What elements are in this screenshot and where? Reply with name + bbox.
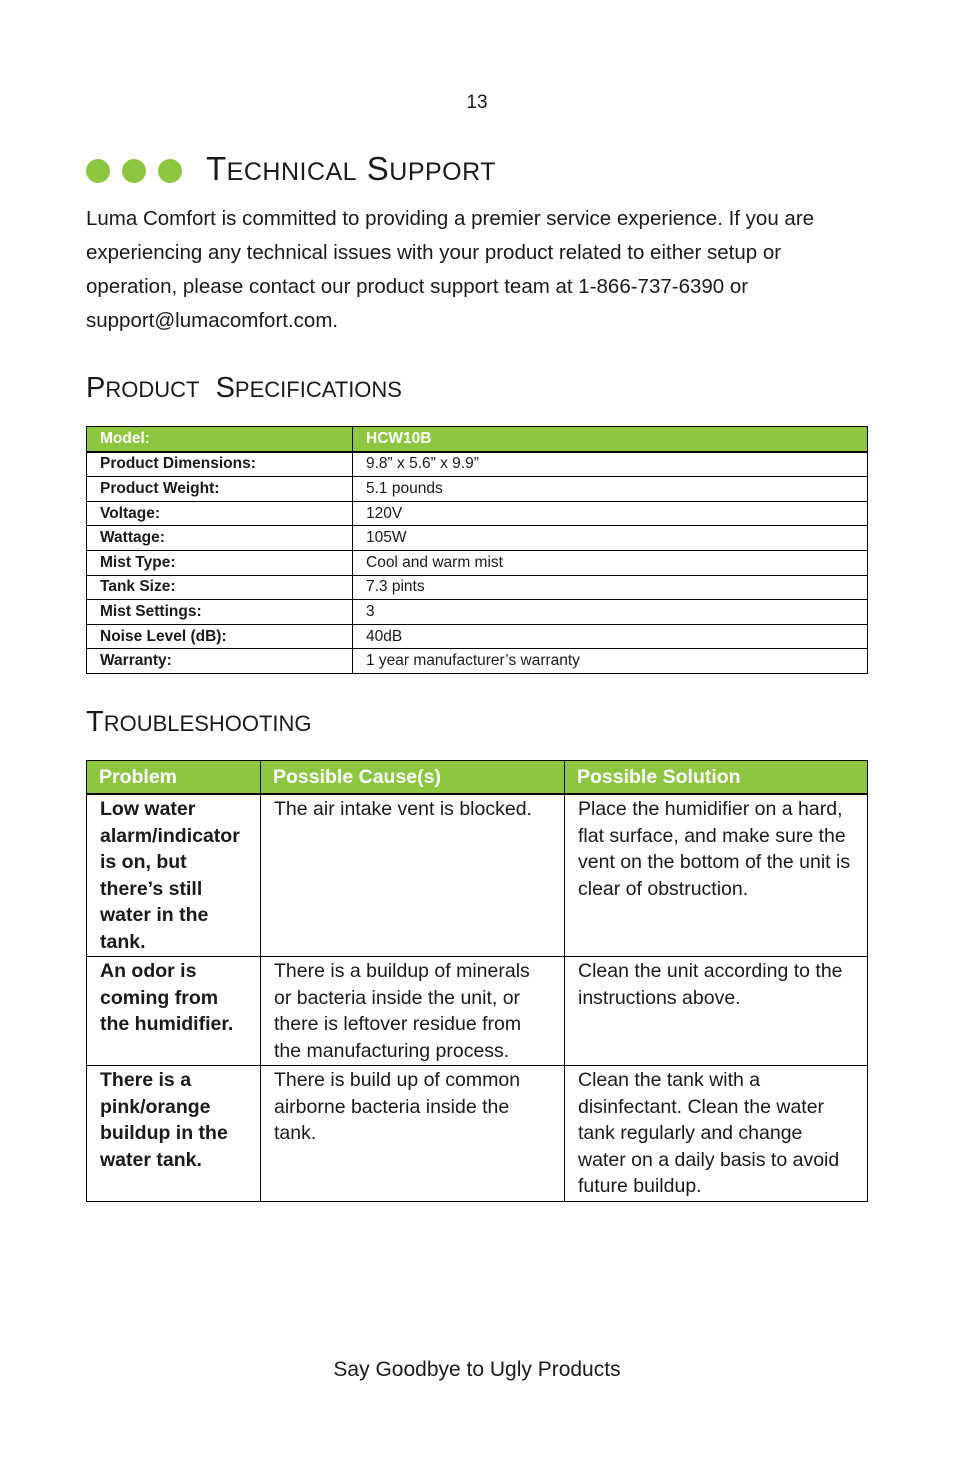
column-header-cause: Possible Cause(s) [261, 761, 565, 795]
solution-cell: Clean the unit according to the instructions above. [565, 957, 868, 1066]
spec-label: Wattage: [87, 526, 353, 551]
spec-label: Noise Level (dB): [87, 624, 353, 649]
table-row [87, 477, 868, 502]
solution-cell: Place the humidifier on a hard, flat surface, and make sure the vent on the bottom of the unit is clear of obstruction. [565, 794, 868, 957]
troubleshooting-heading: TROUBLESHOOTING [86, 706, 312, 738]
cause-cell: The air intake vent is blocked. [261, 794, 565, 957]
spec-label: Mist Type: [87, 550, 353, 575]
table-row [87, 452, 868, 477]
table-row [87, 501, 868, 526]
support-paragraph: Luma Comfort is committed to providing a premier service experience. If you are experiencing any technical issues with your product related to either setup or operation, please contact our product support team at 1-866-737-6390 or support@lumacomfort.com. [86, 207, 815, 332]
technical-support-title [86, 150, 496, 188]
table-row [87, 649, 868, 674]
cause-cell: There is build up of common airborne bacteria inside the tank. [261, 1066, 565, 1202]
footer-tagline: Say Goodbye to Ugly Products [333, 1358, 621, 1381]
table-row [87, 794, 868, 957]
green-dot-icon [86, 159, 110, 183]
spec-value: 105W [353, 526, 868, 551]
table-row [87, 957, 868, 1066]
specifications-table [86, 426, 868, 674]
column-header-problem: Problem [87, 761, 261, 795]
troubleshooting-table [86, 760, 868, 1202]
table-row [87, 550, 868, 575]
problem-cell: Low water alarm/indicator is on, but there’s still water in the tank. [87, 794, 261, 957]
spec-label: Product Dimensions: [87, 452, 353, 477]
table-row [87, 526, 868, 551]
column-header-solution: Possible Solution [565, 761, 868, 795]
page-title: TECHNICAL SUPPORT [206, 150, 497, 187]
spec-label: Tank Size: [87, 575, 353, 600]
table-row [87, 575, 868, 600]
table-row [87, 624, 868, 649]
spec-value: 7.3 pints [353, 575, 868, 600]
problem-cell: There is a pink/orange buildup in the water tank. [87, 1066, 261, 1202]
spec-value: 3 [353, 600, 868, 625]
solution-cell: Clean the tank with a disinfectant. Clean the water tank regularly and change water on a daily basis to avoid future buildup. [565, 1066, 868, 1202]
page-number: 13 [466, 92, 488, 113]
spec-value: 120V [353, 501, 868, 526]
spec-value: Cool and warm mist [353, 550, 868, 575]
spec-label: Product Weight: [87, 477, 353, 502]
troubleshooting-header-row [87, 761, 868, 795]
spec-label: Model: [87, 427, 353, 452]
spec-label: Voltage: [87, 501, 353, 526]
product-specifications-heading: PRODUCT SPECIFICATIONS [86, 372, 402, 404]
spec-value: HCW10B [353, 427, 868, 452]
cause-cell: There is a buildup of minerals or bacteria inside the unit, or there is leftover residue from the manufacturing process. [261, 957, 565, 1066]
spec-label: Mist Settings: [87, 600, 353, 625]
green-dot-icon [122, 159, 146, 183]
spec-value: 5.1 pounds [353, 477, 868, 502]
spec-value: 1 year manufacturer’s warranty [353, 649, 868, 674]
table-row [87, 600, 868, 625]
problem-cell: An odor is coming from the humidifier. [87, 957, 261, 1066]
table-row [87, 1066, 868, 1202]
spec-header-row [87, 427, 868, 452]
spec-label: Warranty: [87, 649, 353, 674]
green-dot-icon [158, 159, 182, 183]
spec-value: 40dB [353, 624, 868, 649]
spec-value: 9.8” x 5.6” x 9.9” [353, 452, 868, 477]
decorative-dots [86, 159, 182, 183]
